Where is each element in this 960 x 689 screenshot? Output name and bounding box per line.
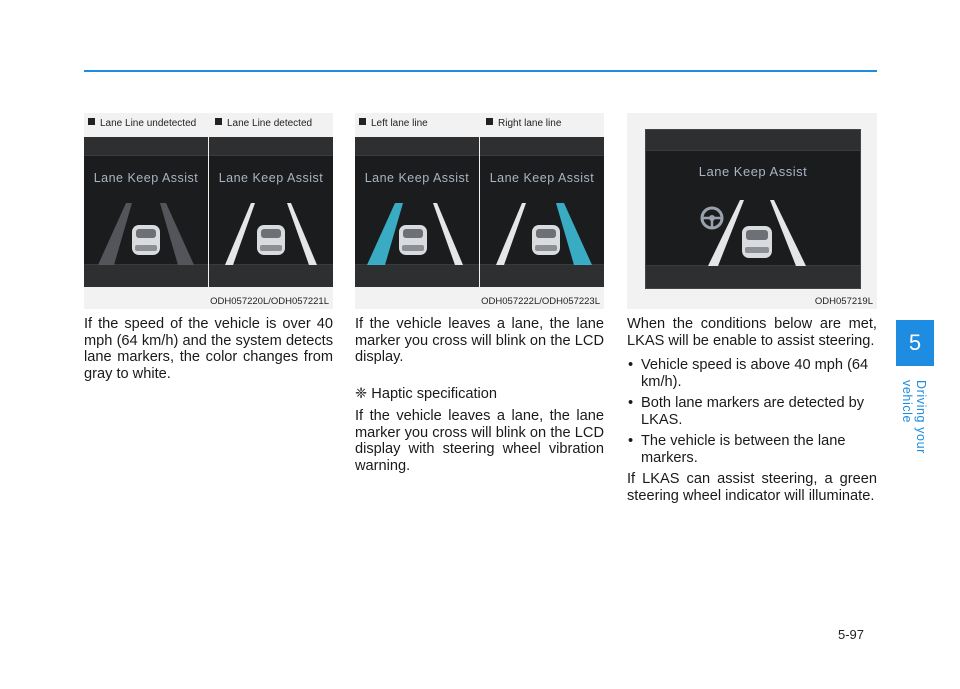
conditions-list: [627, 357, 877, 466]
paragraph: If the vehicle leaves a lane, the lane marker you cross will blink on the LCD display.: [355, 316, 604, 365]
lcd-screen-right-lane: [480, 137, 604, 287]
figure-lane-departure: [355, 113, 604, 309]
lcd-screen-undetected: [84, 137, 208, 287]
car-icon: [742, 226, 772, 258]
indicator-paragraph: If LKAS can assist steering, a green steering wheel indicator will illuminate.: [627, 471, 877, 504]
section-title: Driving your vehicle: [900, 380, 928, 454]
text-column-2: [355, 316, 604, 482]
haptic-heading: ❈ Haptic specification: [355, 385, 498, 402]
figure-code: ODH057220L/ODH057221L: [210, 296, 329, 307]
page-number: 5-97: [838, 627, 865, 642]
car-icon: [257, 225, 285, 255]
screen-title: Lane Keep Assist: [218, 171, 324, 185]
caption-detected: Lane Line detected: [215, 118, 312, 129]
caption-left-lane: Left lane line: [359, 118, 428, 129]
car-icon: [532, 225, 560, 255]
section-tab: 5: [896, 320, 934, 366]
list-item: • The vehicle is between the lane markers.: [627, 433, 877, 466]
text-column-1: [84, 316, 333, 390]
screen-title: Lane Keep Assist: [364, 171, 470, 185]
figure-code: ODH057222L/ODH057223L: [481, 296, 600, 307]
screen-title: Lane Keep Assist: [489, 171, 595, 185]
figure-lkas-active: [627, 113, 877, 309]
figure-lane-detection: [84, 113, 333, 309]
header-rule: [84, 70, 877, 72]
steering-wheel-icon: [702, 208, 722, 228]
list-item: • Both lane markers are detected by LKAS.: [627, 395, 877, 428]
figure-code: ODH057219L: [814, 296, 873, 307]
paragraph: If the speed of the vehicle is over 40 mph (64 km/h) and the system detects lane markers, the color changes from gray to white.: [84, 316, 333, 382]
conditions-intro: When the conditions below are met, LKAS will be enable to assist steering.: [627, 316, 877, 349]
lcd-screen-left-lane: [355, 137, 479, 287]
haptic-paragraph: If the vehicle leaves a lane, the lane marker you cross will blink on the LCD display with steering wheel vibration warning.: [355, 408, 604, 474]
car-icon: [399, 225, 427, 255]
caption-undetected: Lane Line undetected: [88, 118, 196, 129]
list-item: • Vehicle speed is above 40 mph (64 km/h).: [627, 357, 877, 390]
screen-title: Lane Keep Assist: [93, 171, 199, 185]
caption-right-lane: Right lane line: [486, 118, 561, 129]
lcd-screen-detected: [209, 137, 333, 287]
lcd-screen-lkas: [645, 129, 861, 289]
screen-title: Lane Keep Assist: [698, 164, 808, 179]
text-column-3: [627, 316, 877, 512]
car-icon: [132, 225, 160, 255]
